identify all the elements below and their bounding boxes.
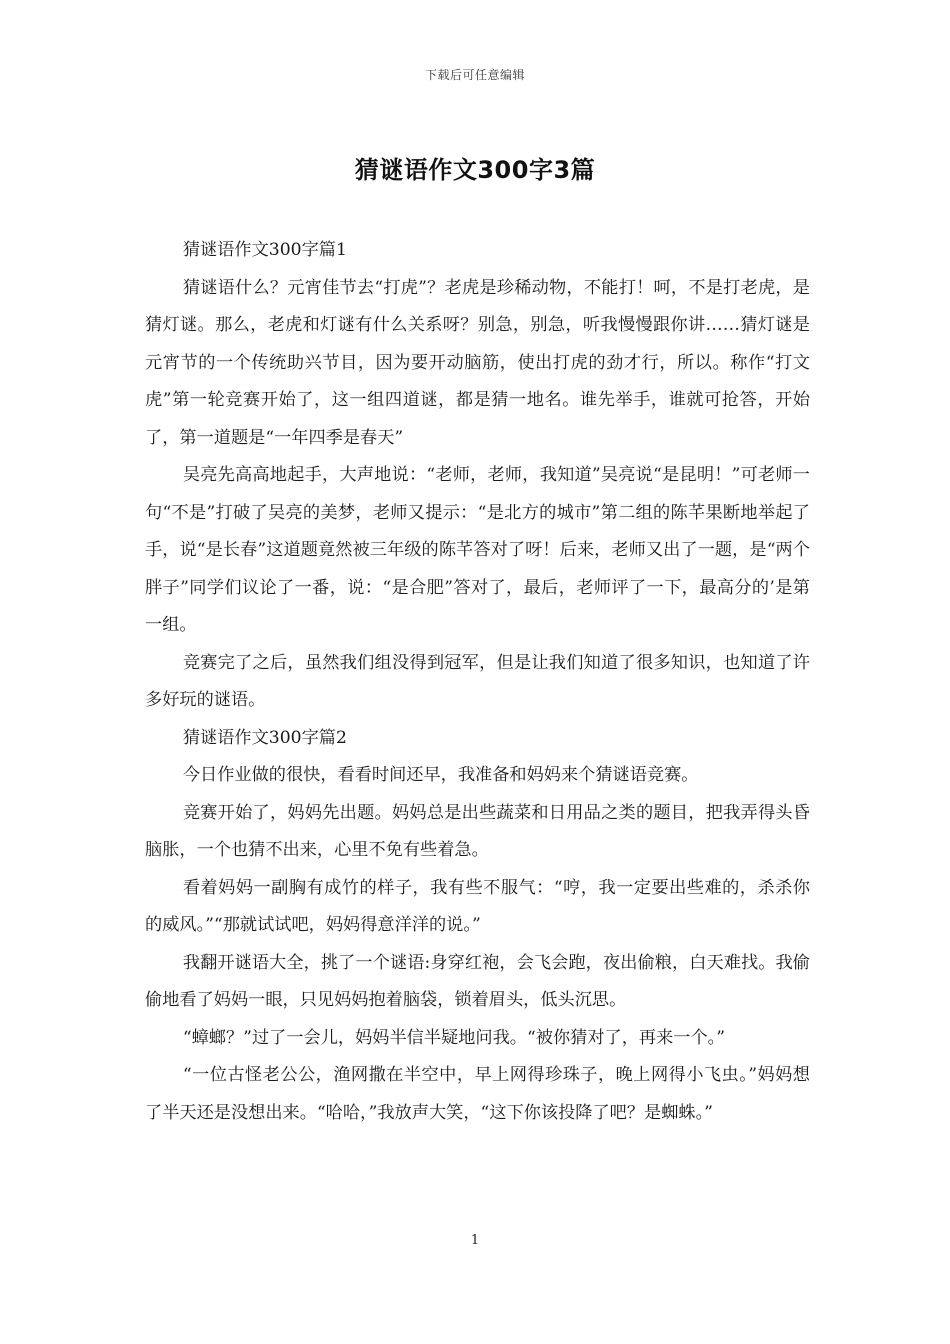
paragraph: 我翻开谜语大全，挑了一个谜语:身穿红袍，会飞会跑，夜出偷粮，白天难找。我偷偷地看了妈妈一眼，只见妈妈抱着脑袋，锁着眉头，低头沉思。 (145, 952, 810, 1010)
paragraph: 竞赛完了之后，虽然我们组没得到冠军，但是让我们知道了很多知识，也知道了许多好玩的谜语。 (145, 652, 810, 710)
section-heading-1: 猜谜语作文300字篇1 (182, 240, 347, 260)
paragraph: 猜谜语什么？元宵佳节去“打虎”？老虎是珍稀动物，不能打！呵，不是打老虎，是猜灯谜。那么，老虎和灯谜有什么关系呀？别急，别急，听我慢慢跟你讲……猜灯谜是元宵节的一个传统助兴节目，因为要开动脑筋，使出打虎的劲才行，所以。称作“打文虎”第一轮竞赛开始了，这一组四道谜，都是猜一地名。谁先举手，谁就可抢答，开始了，第一道题是“一年四季是春天” (145, 277, 810, 448)
page-header-note: 下载后可任意编辑 (424, 68, 525, 82)
paragraph: “蟑螂？”过了一会儿，妈妈半信半疑地问我。“被你猜对了，再来一个。” (182, 1027, 726, 1048)
document-title: 猜谜语作文300字3篇 (354, 156, 596, 184)
document-body (145, 232, 810, 1132)
paragraph: 竞赛开始了，妈妈先出题。妈妈总是出些蔬菜和日用品之类的题目，把我弄得头昏脑胀，一个也猜不出来，心里不免有些着急。 (145, 802, 810, 860)
paragraph: 今日作业做的很快，看看时间还早，我准备和妈妈来个猜谜语竞赛。 (182, 765, 699, 785)
paragraph: 吴亮先高高地起手，大声地说：“老师，老师，我知道”吴亮说“是昆明！”可老师一句“不是”打破了吴亮的美梦，老师又提示：“是北方的城市”第二组的陈芊果断地举起了手，说“是长春”这道题竟然被三年级的陈芊答对了呀！后来，老师又出了一题，是“两个胖子”同学们议论了一番，说：“是合肥”答对了，最后，老师评了一下，最高分的’是第一组。 (145, 465, 810, 635)
section-heading-2: 猜谜语作文300字篇2 (182, 727, 347, 748)
paragraph: “一位古怪老公公，渔网撒在半空中，早上网得珍珠子，晚上网得小飞虫。”妈妈想了半天还是没想出来。“哈哈，”我放声大笑，“这下你该投降了吧？是蜘蛛。” (145, 1065, 810, 1123)
page-number: 1 (470, 1233, 480, 1248)
paragraph: 看着妈妈一副胸有成竹的样子，我有些不服气：“哼，我一定要出些难的，杀杀你的威风。”“那就试试吧，妈妈得意洋洋的说。” (145, 877, 810, 935)
